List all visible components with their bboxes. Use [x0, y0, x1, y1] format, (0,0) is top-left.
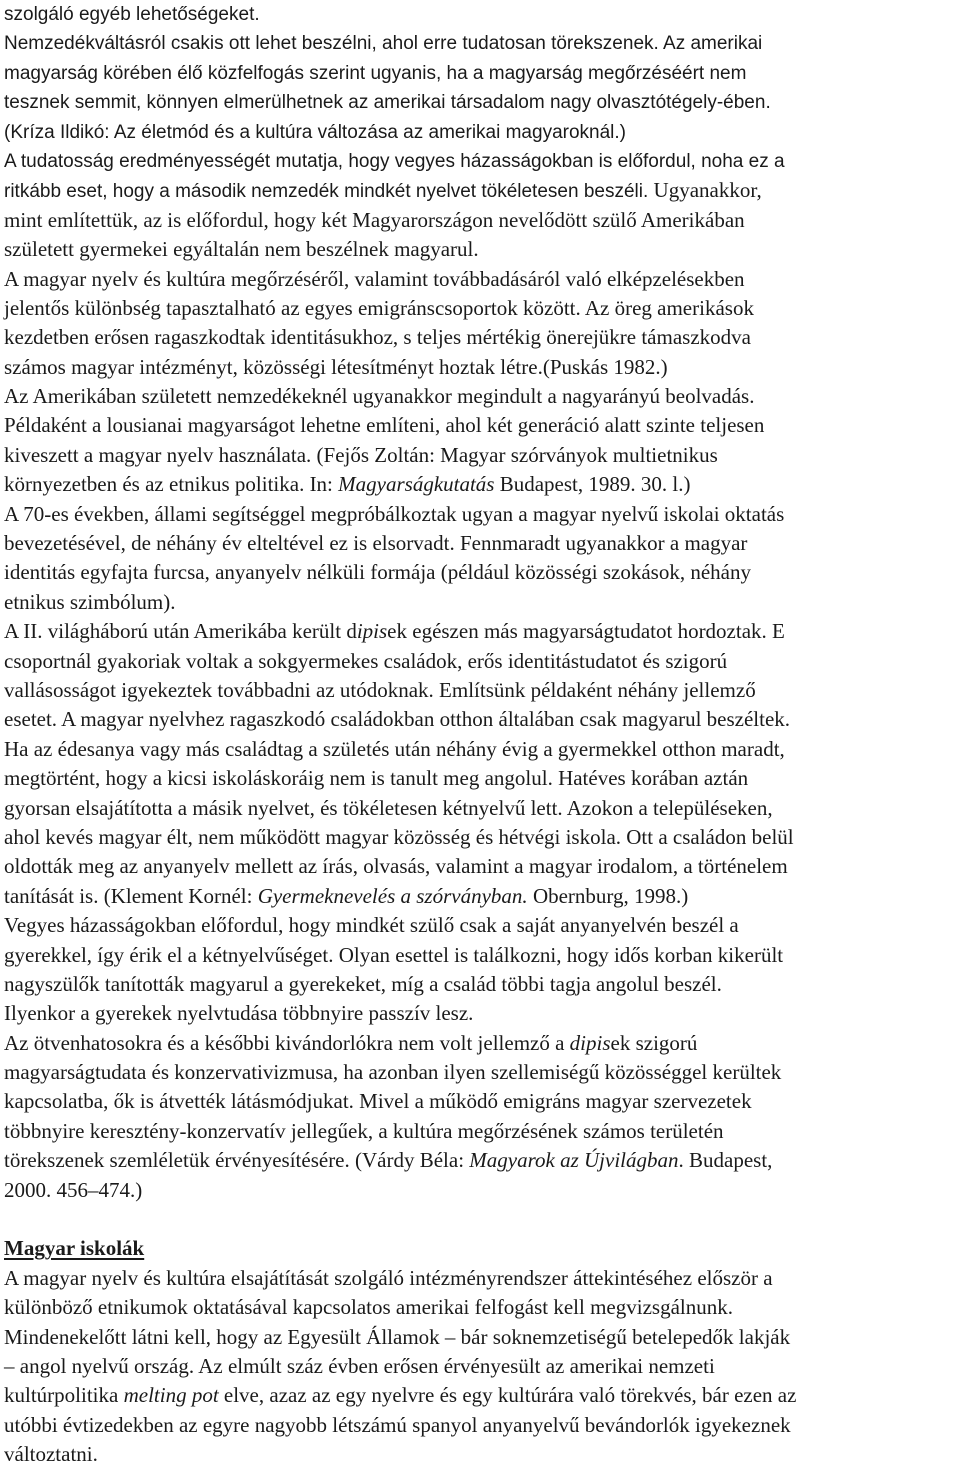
- text-line: [4, 529, 956, 558]
- text-run: megtörtént, hogy a kicsi iskoláskoráig nem is tanult meg angolul. Hatéves korában aztán: [4, 766, 749, 791]
- text-run: vallásosságot igyekeztek továbbadni az utódoknak. Említsünk példaként néhány jellemző: [4, 677, 756, 702]
- text-run: A tudatosság eredményességét mutatja, hogy vegyes házasságokban is előfordul, noha ez a: [4, 150, 785, 172]
- text-run: Magyar iskolák: [4, 1236, 145, 1261]
- text-run: kiveszett a magyar nyelv használata. (Fejős Zoltán: Magyar szórványok multietnikus: [4, 442, 718, 467]
- text-line: [4, 59, 956, 88]
- text-line: [4, 29, 956, 58]
- text-run: esetet. A magyar nyelvhez ragaszkodó családokban otthon általában csak magyarul beszéltek.: [4, 707, 791, 732]
- text-line: [4, 558, 956, 587]
- section-heading: [4, 1234, 956, 1263]
- text-run: ritkább eset, hogy a második nemzedék mindkét nyelvet tökéletesen beszéli.: [4, 181, 654, 203]
- text-line: [4, 500, 956, 529]
- text-line: [4, 705, 956, 734]
- italic-text: Gyermeknevelés a szórványban.: [257, 883, 528, 908]
- text-run: Ha az édesanya vagy más családtag a születés után néhány évig a gyermekkel otthon maradt,: [4, 736, 785, 761]
- italic-text: Magyarok az Újvilágban: [469, 1148, 679, 1173]
- text-run: Budapest, 1989. 30. l.): [494, 472, 691, 497]
- text-run: Mindenekelőtt látni kell, hogy az Egyesült Államok – bár soknemzetiségű betelepedők lakják: [4, 1324, 791, 1349]
- text-line: [4, 647, 956, 676]
- text-line: [4, 1029, 956, 1058]
- text-run: A magyar nyelv és kultúra megőrzéséről, valamint továbbadásáról való elképzelésekben: [4, 266, 745, 291]
- paragraph-gap: [4, 1205, 956, 1234]
- text-line: [4, 382, 956, 411]
- text-run: etnikus szimbólum).: [4, 589, 176, 614]
- text-run: oldották meg az anyanyelv mellett az írás, olvasás, valamint a magyar irodalom, a történelem: [4, 854, 788, 879]
- text-line: [4, 588, 956, 617]
- text-line: [4, 1352, 956, 1381]
- text-line: [4, 970, 956, 999]
- text-run: tanítását is. (Klement Kornél:: [4, 883, 258, 908]
- text-run: Ugyanakkor,: [653, 178, 762, 203]
- text-run: identitás egyfajta furcsa, anyanyelv nélküli formája (például közösségi szokások, néhány: [4, 560, 751, 585]
- text-line: [4, 735, 956, 764]
- text-line: [4, 411, 956, 440]
- text-run: . Budapest,: [678, 1148, 773, 1173]
- text-run: Obernburg, 1998.): [527, 883, 689, 908]
- text-run: szolgáló egyéb lehetőségeket.: [4, 4, 260, 25]
- text-run: magyarság körében élő közfelfogás szerint ugyanis, ha a magyarság megőrzéséért nem: [4, 62, 747, 84]
- text-line: [4, 441, 956, 470]
- text-run: csoportnál gyakoriak voltak a sokgyermekes családok, erős identitástudatot és szigorú: [4, 648, 728, 673]
- text-run: (Kríza Ildikó: Az életmód és a kultúra változása az amerikai magyaroknál.): [4, 121, 626, 143]
- text-run: különböző etnikumok oktatásával kapcsolatos amerikai felfogást kell megvizsgálnunk.: [4, 1295, 733, 1320]
- text-line: [4, 1146, 956, 1175]
- text-line: [4, 1440, 956, 1469]
- text-line: [4, 147, 956, 176]
- text-line: [4, 823, 956, 852]
- text-run: magyarságtudata és konzervativizmusa, ha azonban ilyen szellemiségű közösséggel kerültek: [4, 1060, 782, 1085]
- text-line: [4, 1176, 956, 1205]
- text-run: ek egészen más magyarságtudatot hordoztak. E: [387, 619, 785, 644]
- text-run: többnyire keresztény-konzervatív jellegűek, a kultúra megőrzésének számos területén: [4, 1118, 724, 1143]
- text-run: változtatni.: [4, 1442, 98, 1467]
- text-line: [4, 353, 956, 382]
- text-run: – angol nyelvű ország. Az elmúlt száz évben erősen érvényesült az amerikai nemzeti: [4, 1353, 715, 1378]
- text-line: [4, 999, 956, 1028]
- text-run: A magyar nyelv és kultúra elsajátítását szolgáló intézményrendszer áttekintéséhez először a: [4, 1265, 773, 1290]
- text-run: környezetben és az etnikus politika. In:: [4, 472, 339, 497]
- text-run: Az ötvenhatosokra és a későbbi kivándorlókra nem volt jellemző a: [4, 1030, 570, 1055]
- text-run: gyorsan elsajátította a másik nyelvet, és tökéletesen kétnyelvű lett. Azokon a településeken,: [4, 795, 773, 820]
- text-line: [4, 206, 956, 235]
- text-run: A II. világháború után Amerikába került d: [4, 619, 357, 644]
- text-run: mint említettük, az is előfordul, hogy két Magyarországon nevelődött szülő Amerikában: [4, 207, 745, 232]
- text-run: A 70-es években, állami segítséggel megpróbálkoztak ugyan a magyar nyelvű iskolai oktatás: [4, 501, 785, 526]
- text-run: kapcsolatba, ők is átvették látásmódjukat. Mivel a működő emigráns magyar szervezetek: [4, 1089, 752, 1114]
- text-run: Vegyes házasságokban előfordul, hogy mindkét szülő csak a saját anyanyelvén beszél a: [4, 913, 739, 938]
- text-run: kultúrpolitika: [4, 1383, 124, 1408]
- text-line: [4, 235, 956, 264]
- text-run: gyerekkel, így érik el a kétnyelvűséget. Olyan esettel is találkozni, hogy idős korban kikerült: [4, 942, 784, 967]
- text-run: Példaként a lousianai magyarságot lehetne említeni, ahol két generáció alatt szinte teljesen: [4, 413, 765, 438]
- italic-text: melting pot: [123, 1383, 219, 1408]
- text-line: [4, 1117, 956, 1146]
- text-line: [4, 323, 956, 352]
- text-run: Az Amerikában született nemzedékeknél ugyanakkor megindult a nagyarányú beolvadás.: [4, 384, 755, 409]
- text-line: [4, 1381, 956, 1410]
- text-line: [4, 852, 956, 881]
- text-line: [4, 1058, 956, 1087]
- italic-text: Magyarságkutatás: [338, 472, 495, 497]
- text-run: 2000. 456–474.): [4, 1177, 143, 1202]
- text-run: született gyermekei egyáltalán nem beszélnek magyarul.: [4, 237, 479, 262]
- text-line: [4, 88, 956, 117]
- text-line: [4, 118, 956, 147]
- text-line: [4, 0, 956, 29]
- text-run: Nemzedékváltásról csakis ott lehet beszélni, ahol erre tudatosan törekszenek. Az amerikai: [4, 33, 763, 55]
- text-run: tesznek semmit, könnyen elmerülhetnek az amerikai társadalom nagy olvasztótégely-ében.: [4, 92, 771, 114]
- text-run: bevezetésével, de néhány év elteltével ez is elsorvadt. Fennmaradt ugyanakkor a magyar: [4, 531, 748, 556]
- text-line: [4, 764, 956, 793]
- text-line: [4, 294, 956, 323]
- text-line: [4, 176, 956, 205]
- italic-text: dipis: [569, 1030, 611, 1055]
- text-line: [4, 676, 956, 705]
- text-line: [4, 882, 956, 911]
- text-run: nagyszülők tanították magyarul a gyerekeket, míg a család többi tagja angolul beszél.: [4, 971, 722, 996]
- text-line: [4, 1087, 956, 1116]
- text-line: [4, 1411, 956, 1440]
- text-line: [4, 941, 956, 970]
- text-line: [4, 1264, 956, 1293]
- text-line: [4, 794, 956, 823]
- document-page: [4, 0, 956, 1470]
- text-run: elve, azaz az egy nyelvre és egy kultúrára való törekvés, bár ezen az: [218, 1383, 797, 1408]
- text-run: jelentős különbség tapasztalható az egyes emigránscsoportok között. Az öreg amerikások: [4, 295, 754, 320]
- text-run: kezdetben erősen ragaszkodtak identitásukhoz, s teljes mértékig önerejükre támaszkodva: [4, 325, 751, 350]
- text-run: utóbbi évtizedekben az egyre nagyobb létszámú spanyol anyanyelvű bevándorlók igyekeznek: [4, 1412, 791, 1437]
- text-line: [4, 1323, 956, 1352]
- text-run: ek szigorú: [610, 1030, 698, 1055]
- italic-text: ipis: [356, 619, 388, 644]
- text-run: törekszenek szemléletük érvényesítésére. (Várdy Béla:: [4, 1148, 470, 1173]
- text-line: [4, 470, 956, 499]
- text-run: ahol kevés magyar élt, nem működött magyar közösség és hétvégi iskola. Ott a családon belül: [4, 824, 794, 849]
- text-line: [4, 265, 956, 294]
- text-run: Ilyenkor a gyerekek nyelvtudása többnyire passzív lesz.: [4, 1001, 474, 1026]
- text-line: [4, 617, 956, 646]
- text-line: [4, 1293, 956, 1322]
- text-line: [4, 911, 956, 940]
- text-run: számos magyar intézményt, közösségi létesítményt hoztak létre.(Puskás 1982.): [4, 354, 668, 379]
